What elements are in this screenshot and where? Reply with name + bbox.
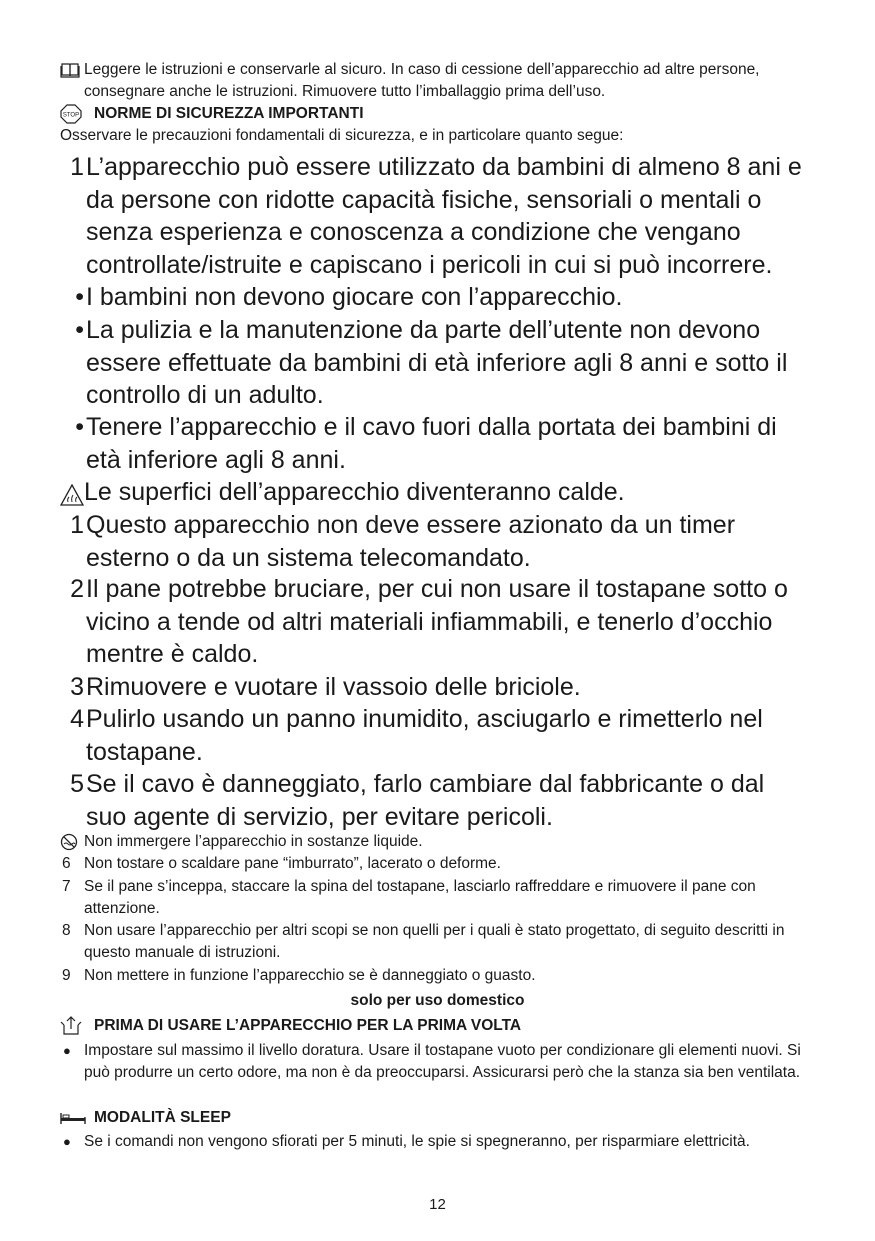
list-item [60,768,809,833]
item-number: 6 [62,855,71,872]
item-text: Le superfici dell’apparecchio diventeranno calde. [84,478,625,506]
list-item [60,314,809,412]
item-text: Rimuovere e vuotare il vassoio delle briciole. [86,673,581,701]
first-use-heading: PRIMA DI USARE L’APPARECCHIO PER LA PRIMA VOLTA [94,1017,522,1034]
list-item [60,509,809,574]
list-item [60,281,809,314]
first-use-heading-row [60,1015,809,1037]
item-text: I bambini non devono giocare con l’apparecchio. [86,283,623,311]
sleep-heading-row [60,1107,809,1129]
item-text: Questo apparecchio non deve essere azionato da un timer esterno o da un sistema telecomandato. [86,511,736,572]
safety-subtitle-row [60,125,809,147]
sleep-heading: MODALITÀ SLEEP [94,1109,231,1126]
list-item [60,920,809,964]
safety-subtitle: Osservare le precauzioni fondamentali di sicurezza, e in particolare quanto segue: [60,127,624,144]
book-icon [60,59,84,81]
item-text: Non immergere l’apparecchio in sostanze liquide. [84,833,423,850]
item-number: 1 [70,153,84,181]
list-item [60,671,809,704]
bed-icon [60,1107,94,1129]
svg-text:STOP: STOP [62,112,80,119]
list-item [60,573,809,671]
unpack-box-icon [60,1015,94,1037]
bullet: • [75,413,84,441]
list-item [60,151,809,281]
item-number: 9 [62,967,71,984]
bullet: ● [63,1043,71,1058]
item-number: 4 [70,705,84,733]
item-text: Il pane potrebbe bruciare, per cui non usare il tostapane sotto o vicino a tende od altri materiali infiammabili, e tenerlo d’occhio mentre è caldo. [86,575,788,668]
list-item [60,1040,809,1084]
safety-heading-row [60,103,809,125]
item-number: 5 [70,770,84,798]
intro-row [60,59,809,103]
item-text: Non mettere in funzione l’apparecchio se è danneggiato o guasto. [84,967,536,984]
item-text: Impostare sul massimo il livello doratura. Usare il tostapane vuoto per condizionare gli elementi nuovi. Si può produrre un certo odore, ma non è da preoccuparsi. Assicurarsi però che la stanza sia ben ventilata. [84,1042,801,1081]
no-immersion-icon [60,831,84,853]
list-item [60,876,809,920]
bullet: ● [63,1134,71,1149]
item-text: Non tostare o scaldare pane “imburrato”, lacerato o deforme. [84,855,501,872]
list-item [60,831,809,853]
item-number: 3 [70,673,84,701]
item-text: Se il cavo è danneggiato, farlo cambiare dal fabbricante o dal suo agente di servizio, per evitare pericoli. [86,770,765,831]
item-text: La pulizia e la manutenzione da parte dell’utente non devono essere effettuate da bambini di età inferiore agli 8 anni e sotto il controllo di un adulto. [86,316,788,409]
stop-icon [60,103,94,125]
list-item [60,411,809,476]
list-item [60,1131,809,1153]
list-item [60,853,809,875]
bullet: • [75,283,84,311]
list-item [60,476,809,509]
item-number: 1 [70,511,84,539]
intro-text: Leggere le istruzioni e conservarle al sicuro. In caso di cessione dell’apparecchio ad altre persone, consegnare anche le istruzioni. Rimuovere tutto l’imballaggio prima dell’uso. [84,61,760,100]
item-number: 7 [62,878,71,895]
list-item [60,965,809,987]
item-text: Pulirlo usando un panno inumidito, asciugarlo e rimetterlo nel tostapane. [86,705,763,766]
item-text: Se il pane s’inceppa, staccare la spina del tostapane, lasciarlo raffreddare e rimuovere il pane con attenzione. [84,878,756,917]
safety-heading: NORME DI SICUREZZA IMPORTANTI [94,105,364,122]
bullet: • [75,316,84,344]
item-text: Se i comandi non vengono sfiorati per 5 minuti, le spie si spegneranno, per risparmiare elettricità. [84,1133,750,1150]
item-number: 8 [62,922,71,939]
item-text: Non usare l’apparecchio per altri scopi se non quelli per i quali è stato progettato, di seguito descritti in questo manuale di istruzioni. [84,922,785,961]
item-text: Tenere l’apparecchio e il cavo fuori dalla portata dei bambini di età inferiore agli 8 anni. [86,413,777,474]
list-item [60,703,809,768]
domestic-use-note: solo per uso domestico [350,992,525,1009]
hot-surface-warning-icon [60,476,84,509]
item-number: 2 [70,575,84,603]
page-number: 12 [429,1196,446,1213]
item-text: L’apparecchio può essere utilizzato da bambini di almeno 8 ani e da persone con ridotte capacità fisiche, sensoriali o mentali o senza esperienza e conoscenza a condizione che vengano controllate/istruite e capiscano i pericoli in cui si può incorrere. [86,153,802,279]
